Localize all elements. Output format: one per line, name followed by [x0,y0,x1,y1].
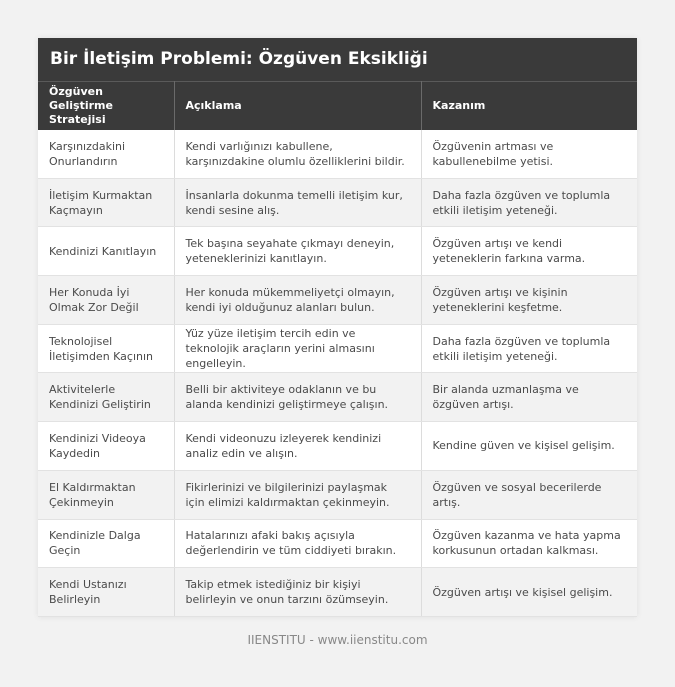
strategy-cell: Karşınızdakini Onurlandırın [38,130,174,179]
column-header-gain: Kazanım [421,82,637,130]
description-cell: Hatalarınızı afaki bakış açısıyla değerlendirin ve tüm ciddiyeti bırakın. [174,519,421,568]
footer-credit: IIENSTITU - www.iienstitu.com [247,633,428,647]
description-cell: İnsanlarla dokunma temelli iletişim kur, kendi sesine alış. [174,178,421,227]
table-row [38,373,637,422]
strategy-cell: İletişim Kurmaktan Kaçmayın [38,178,174,227]
column-header-description: Açıklama [174,82,421,130]
strategy-table [38,81,637,617]
description-cell: Yüz yüze iletişim tercih edin ve teknolojik araçların yerini almasını engelleyin. [174,324,421,373]
table-row [38,276,637,325]
gain-cell: Özgüven artışı ve kişisel gelişim. [421,568,637,617]
table-row [38,519,637,568]
strategy-cell: Her Konuda İyi Olmak Zor Değil [38,276,174,325]
description-cell: Tek başına seyahate çıkmayı deneyin, yeteneklerinizi kanıtlayın. [174,227,421,276]
gain-cell: Daha fazla özgüven ve toplumla etkili iletişim yeteneği. [421,324,637,373]
table-row [38,227,637,276]
gain-cell: Özgüvenin artması ve kabullenebilme yetisi. [421,130,637,179]
table-row [38,178,637,227]
description-cell: Fikirlerinizi ve bilgilerinizi paylaşmak için elimizi kaldırmaktan çekinmeyin. [174,470,421,519]
description-cell: Belli bir aktiviteye odaklanın ve bu alanda kendinizi geliştirmeye çalışın. [174,373,421,422]
table-row [38,568,637,617]
gain-cell: Özgüven kazanma ve hata yapma korkusunun ortadan kalkması. [421,519,637,568]
strategy-cell: El Kaldırmaktan Çekinmeyin [38,470,174,519]
table-body [38,130,637,617]
gain-cell: Özgüven artışı ve kendi yeteneklerin farkına varma. [421,227,637,276]
gain-cell: Bir alanda uzmanlaşma ve özgüven artışı. [421,373,637,422]
table-card [38,38,637,617]
strategy-cell: Kendi Ustanızı Belirleyin [38,568,174,617]
table-row [38,422,637,471]
strategy-cell: Kendinizi Kanıtlayın [38,227,174,276]
gain-cell: Özgüven artışı ve kişinin yeteneklerini keşfetme. [421,276,637,325]
table-row [38,470,637,519]
table-header [38,82,637,130]
description-cell: Takip etmek istediğiniz bir kişiyi belirleyin ve onun tarzını özümseyin. [174,568,421,617]
table-row [38,324,637,373]
description-cell: Kendi varlığınızı kabullene, karşınızdakine olumlu özelliklerini bildir. [174,130,421,179]
gain-cell: Daha fazla özgüven ve toplumla etkili iletişim yeteneği. [421,178,637,227]
page-title: Bir İletişim Problemi: Özgüven Eksikliği [38,38,637,81]
strategy-cell: Kendinizi Videoya Kaydedin [38,422,174,471]
description-cell: Kendi videonuzu izleyerek kendinizi analiz edin ve alışın. [174,422,421,471]
strategy-cell: Kendinizle Dalga Geçin [38,519,174,568]
column-header-strategy: Özgüven Geliştirme Stratejisi [38,82,174,130]
gain-cell: Özgüven ve sosyal becerilerde artış. [421,470,637,519]
strategy-cell: Teknolojisel İletişimden Kaçının [38,324,174,373]
table-row [38,130,637,179]
strategy-cell: Aktivitelerle Kendinizi Geliştirin [38,373,174,422]
description-cell: Her konuda mükemmeliyetçi olmayın, kendi iyi olduğunuz alanları bulun. [174,276,421,325]
gain-cell: Kendine güven ve kişisel gelişim. [421,422,637,471]
